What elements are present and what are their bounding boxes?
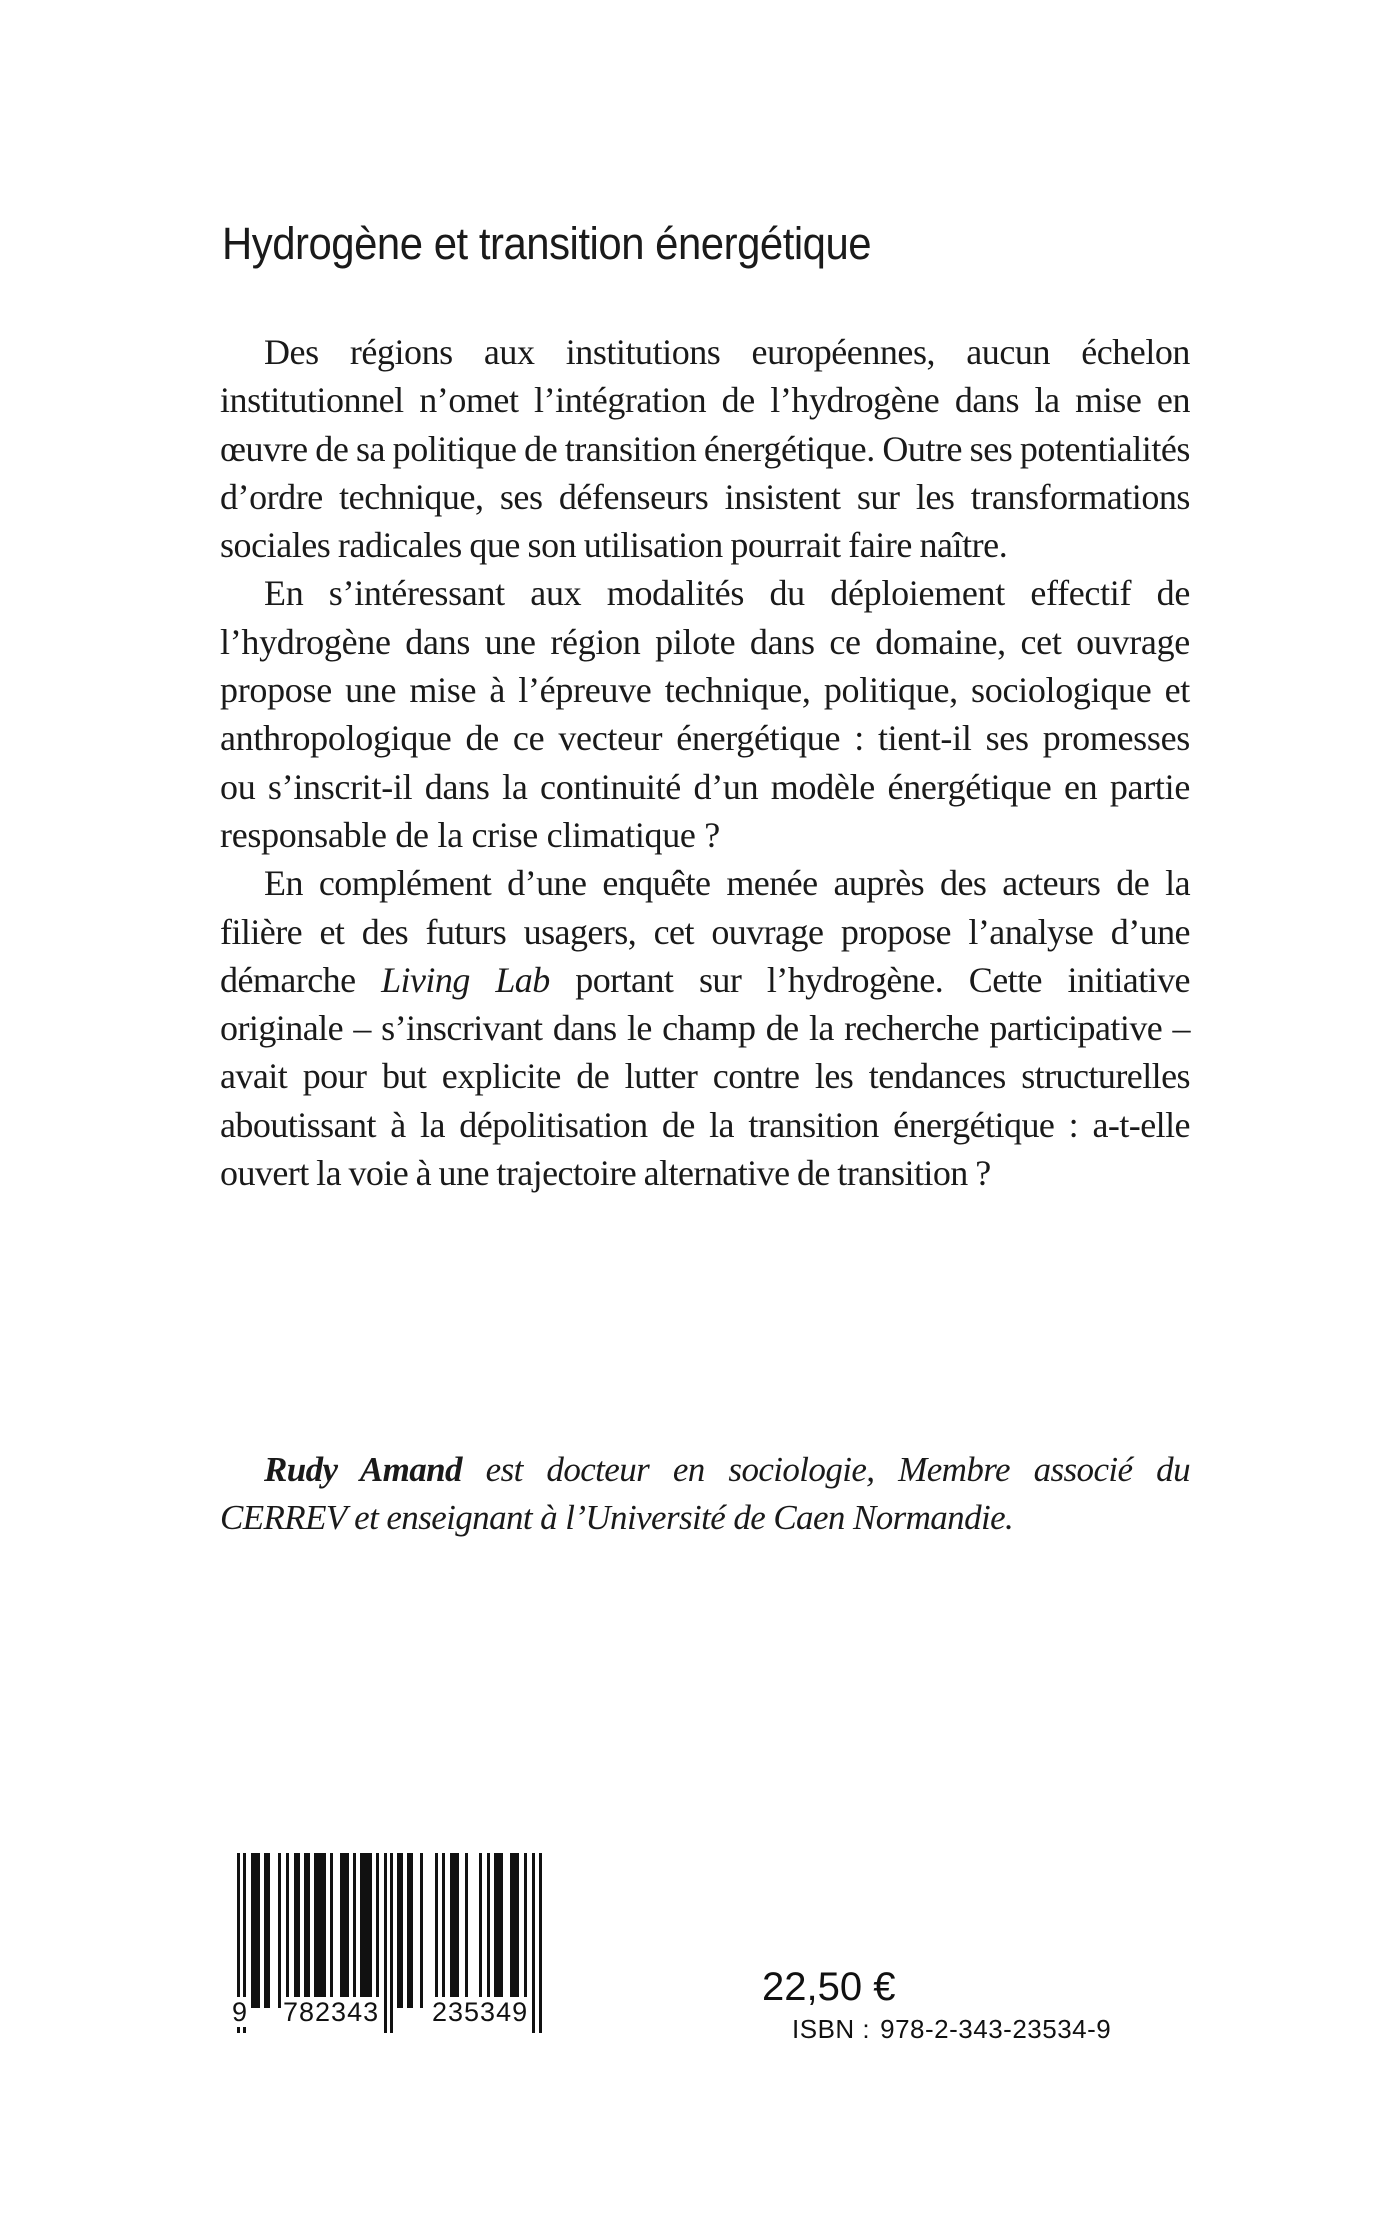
- isbn: [792, 2014, 1111, 2045]
- blurb-paragraph-2: En s’intéressant aux modalités du déploiement effectif de l’hydrogène dans une région pilote dans ce domaine, cet ouvrage propose une mise à l’épreuve technique, politique, sociologique et anthropologique de ce vecteur énergétique : tient-il ses promesses ou s’inscrit-il dans la continuité d’un modèle énergétique en partie responsable de la crise climatique ?: [220, 573, 1190, 855]
- barcode-digits-left: 782343: [283, 1997, 380, 2027]
- blurb-paragraph-1: Des régions aux institutions européennes, aucun échelon institutionnel n’omet l’intégration de l’hydrogène dans la mise en œuvre de sa politique de transition énergétique. Outre ses potentialités d’ordre technique, ses défenseurs insistent sur les transformations sociales radicales que son utilisation pourrait faire naître.: [220, 332, 1190, 566]
- blurb-paragraph-3-start: En complément d’une enquête menée auprès des acteurs de la filière et des futurs usagers, cet ouvrage propose l’analyse d’une démarche: [220, 863, 1190, 1000]
- author-bio-text: est docteur en sociologie, Membre associé du CERREV et enseignant à l’Université de Caen Normandie.: [220, 1450, 1190, 1537]
- blurb: [220, 328, 1190, 1197]
- isbn-label: ISBN :: [792, 2014, 871, 2044]
- barcode-digits-right: 235349: [432, 1997, 529, 2027]
- blurb-paragraph-3: [220, 859, 1190, 1197]
- author-name: Rudy Amand: [264, 1450, 462, 1489]
- barcode-digit-lead: 9: [232, 1997, 249, 2027]
- blurb-paragraph-3-end: portant sur l’hydrogène. Cette initiative originale – s’inscrivant dans le champ de la recherche participative – avait pour but explicite de lutter contre les tendances structurelles aboutissant à la dépolitisation de la transition énergétique : a-t-elle ouvert la voie à une trajectoire alternative de transition ?: [220, 959, 1190, 1194]
- price: 22,50 €: [762, 1965, 896, 2009]
- isbn-value: 978-2-343-23534-9: [880, 2014, 1112, 2044]
- living-lab-term: Living Lab: [381, 959, 550, 1000]
- author-bio: [220, 1446, 1190, 1542]
- book-title: Hydrogène et transition énergétique: [222, 218, 872, 270]
